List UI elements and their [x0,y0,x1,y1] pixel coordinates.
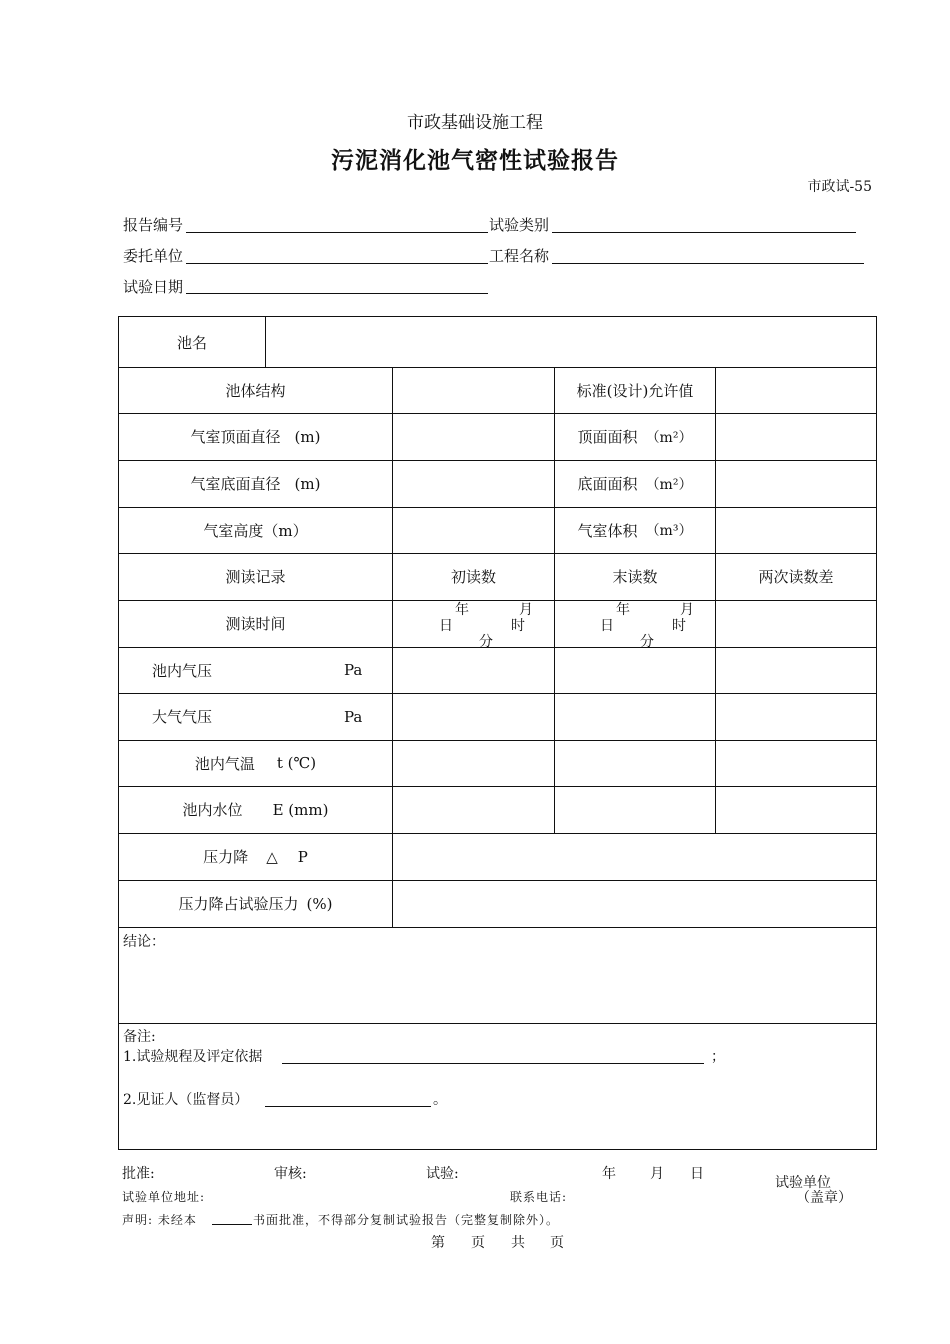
page-title: 污泥消化池气密性试验报告 [331,148,619,174]
test-type-field[interactable] [552,232,856,233]
allow-value-value[interactable] [716,367,876,413]
top-diameter-value[interactable] [393,413,554,460]
drop-ratio-unit: (%) [306,894,333,913]
footer-month: 月 [650,1166,664,1182]
temperature-text: 池内气温 [194,754,255,773]
water-level-unit: E (mm) [272,800,329,819]
remark-2-label: 2.见证人（监督员） [123,1092,249,1108]
client-label: 委托单位 [123,247,184,265]
time-diff-value[interactable] [716,600,876,647]
temperature-unit: t (℃) [276,754,317,772]
atm-pressure-label: 大气气压 [152,708,213,726]
remark-1-field[interactable] [282,1063,704,1064]
drop-ratio-value[interactable] [393,880,876,927]
inner-pressure-unit: Pa [344,661,363,679]
header-subtitle: 市政基础设施工程 [407,113,543,133]
test-table [118,316,877,1150]
statement-blank[interactable] [212,1224,252,1225]
bottom-diameter-text: 气室底面直径 [190,475,281,493]
volume-unit: （m³） [645,523,693,539]
pressure-drop-symbol: △ [266,847,278,866]
bottom-diameter-value[interactable] [393,460,554,507]
water-level-diff[interactable] [716,786,876,833]
top-area-value[interactable] [716,413,876,460]
page-di: 第 [431,1235,445,1251]
bottom-area-label [555,460,715,507]
initial-header: 初读数 [450,568,496,586]
height-value[interactable] [393,507,554,553]
test-date-label: 试验日期 [123,278,184,296]
atm-pressure-diff[interactable] [716,693,876,740]
client-field[interactable] [186,263,488,264]
phone-label: 联系电话: [510,1190,568,1204]
report-no-label: 报告编号 [123,216,184,234]
seal-label: （盖章） [796,1190,852,1206]
pressure-drop-text: 压力降 [203,848,249,866]
structure-value[interactable] [393,367,554,413]
statement-part-b: 书面批准，不得部分复制试验报告（完整复制除外）。 [253,1213,560,1227]
footer-year: 年 [602,1166,616,1182]
final-minute: 分 [640,634,654,650]
initial-month: 月 [519,602,533,618]
bottom-area-unit: （m²） [645,476,693,493]
tester-label: 试验: [426,1166,459,1182]
pool-name-value[interactable] [266,317,876,367]
allow-value-label: 标准(设计)允许值 [576,381,694,400]
time-label: 测读时间 [225,615,286,633]
water-level-label [119,786,392,833]
page-gong: 共 [511,1235,525,1251]
final-month: 月 [680,602,694,618]
top-diameter-unit: (m) [294,427,321,446]
remarks-label: 备注: [123,1029,156,1045]
drop-ratio-label [119,880,392,927]
volume-value[interactable] [716,507,876,553]
remark-1-label: 1.试验规程及评定依据 [123,1049,263,1065]
footer-day: 日 [690,1166,704,1182]
top-area-unit: （m²） [645,429,693,446]
bottom-area-text: 底面面积 [577,475,638,493]
temperature-label [119,740,392,786]
final-day: 日 [600,618,614,634]
final-header: 末读数 [612,568,658,586]
inner-pressure-diff[interactable] [716,647,876,693]
initial-day: 日 [439,618,453,634]
top-area-text: 顶面面积 [577,428,638,446]
water-level-text: 池内水位 [182,801,243,819]
top-area-label [555,413,715,460]
bottom-diameter-label [119,460,392,507]
diff-header: 两次读数差 [758,568,834,586]
page-ye: 页 [471,1235,485,1251]
height-label: 气室高度（m） [203,521,308,540]
volume-label [555,507,715,553]
volume-text: 气室体积 [577,521,638,540]
atm-pressure-final[interactable] [555,693,715,740]
temperature-diff[interactable] [716,740,876,786]
remark-2-end: 。 [433,1092,447,1108]
inner-pressure-label: 池内气压 [152,661,213,680]
atm-pressure-unit: Pa [344,708,363,726]
temperature-initial[interactable] [393,740,554,786]
final-hour: 时 [672,618,686,634]
water-level-final[interactable] [555,786,715,833]
bottom-diameter-unit: (m) [294,474,321,493]
approve-label: 批准: [122,1166,155,1182]
test-unit-label: 试验单位 [775,1175,831,1191]
bottom-area-value[interactable] [716,460,876,507]
page-ye-total: 页 [550,1235,564,1251]
remark-2-field[interactable] [265,1106,431,1107]
top-diameter-label [119,413,392,460]
inner-pressure-final[interactable] [555,647,715,693]
water-level-initial[interactable] [393,786,554,833]
project-field[interactable] [552,263,864,264]
test-date-field[interactable] [186,293,488,294]
temperature-final[interactable] [555,740,715,786]
initial-hour: 时 [511,618,525,634]
atm-pressure-initial[interactable] [393,693,554,740]
pool-name-label: 池名 [176,333,207,352]
initial-minute: 分 [479,634,493,650]
drop-ratio-text: 压力降占试验压力 [178,895,299,913]
form-code: 市政试-55 [807,179,872,195]
test-type-label: 试验类别 [489,216,550,234]
pressure-drop-value[interactable] [393,833,876,880]
structure-label: 池体结构 [225,381,286,400]
review-label: 审核: [274,1166,307,1182]
inner-pressure-initial[interactable] [393,647,554,693]
conclusion-label: 结论： [123,934,165,950]
initial-year: 年 [455,602,469,618]
pressure-drop-label [119,833,392,880]
top-diameter-text: 气室顶面直径 [190,428,281,446]
statement-part-a: 声明: 未经本 [122,1213,197,1227]
remark-1-end: ； [711,1049,725,1065]
address-label: 试验单位地址: [122,1190,206,1204]
report-no-field[interactable] [186,232,488,233]
project-label: 工程名称 [489,247,550,265]
final-year: 年 [616,602,630,618]
pressure-drop-unit: P [297,847,308,866]
record-label: 测读记录 [225,568,286,586]
